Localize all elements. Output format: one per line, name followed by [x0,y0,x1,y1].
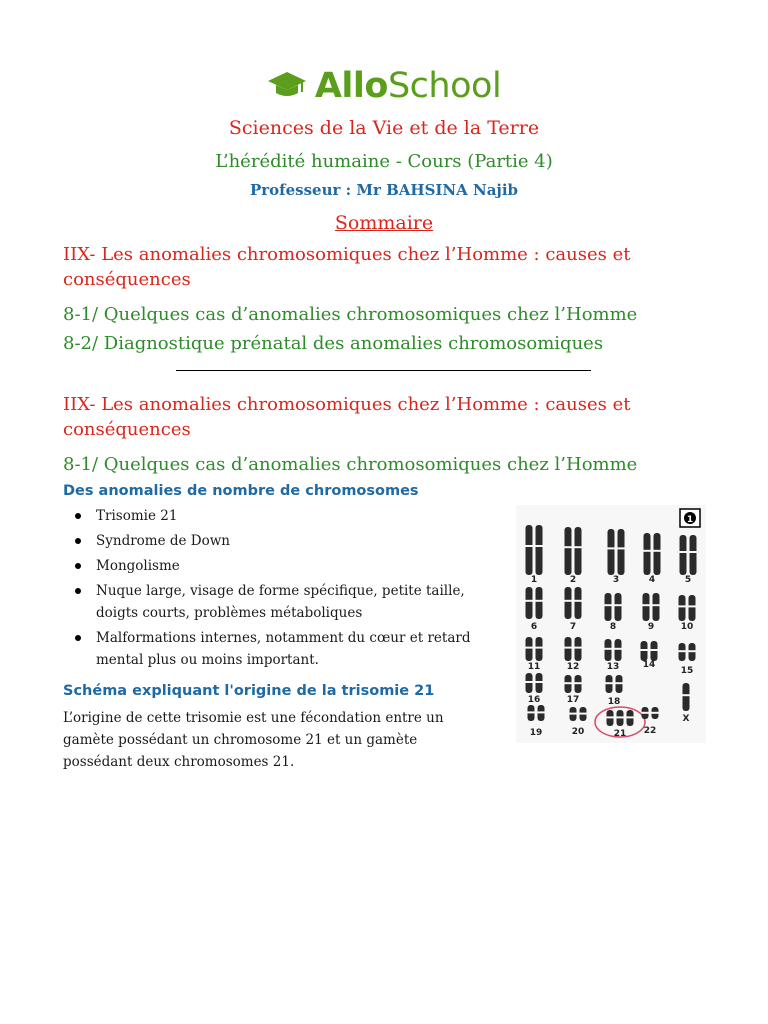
alloschool-logo [0,66,768,106]
centromere-band [575,682,582,684]
chromosome [526,637,533,661]
centromere-band [580,713,587,715]
centromere-band [526,681,533,683]
centromere-band [616,682,623,684]
centromere-band [565,600,572,602]
chromosome-label: 11 [527,662,541,672]
centromere-band [615,648,622,650]
list-item: Trisomie 21 [63,505,503,527]
chromosome-label: 5 [684,575,692,585]
summary-item-section: IIX- Les anomalies chromosomiques chez l’Homme : causes et conséquences [63,244,631,290]
chromosome-label: 1 [530,575,538,585]
centromere-band [538,711,545,713]
chromosome [615,593,622,621]
chromosome [679,595,686,621]
chromosome [689,595,696,621]
chromosome [653,593,660,621]
centromere-band [654,550,661,552]
symptom-list [63,505,503,674]
centromere-band [565,682,572,684]
chromosome-label: 9 [647,622,655,632]
chromosome [680,535,687,575]
centromere-band [536,681,543,683]
chromosome [565,587,572,619]
list-item: Mongolisme [63,555,503,577]
chromosome [536,637,543,661]
chromosome-label: 18 [607,697,621,707]
centromere-band [607,716,614,718]
centromere-band [643,604,650,606]
centromere-band [536,600,543,602]
centromere-band [680,551,687,553]
chromosome [605,593,612,621]
graduation-cap-icon [267,68,307,104]
divider [176,370,591,371]
chromosome-label: 20 [571,727,585,737]
list-item: Nuque large, visage de forme spécifique, petite taille, doigts courts, problèmes métaboliques [63,580,503,624]
karyotype-image [516,505,706,743]
chromosome-label: 4 [648,575,656,585]
centromere-band [615,604,622,606]
centromere-band [617,716,624,718]
chromosome-label: 15 [680,666,694,676]
centromere-band [642,712,649,714]
heading-origin-trisomy: Schéma expliquant l'origine de la trisomie 21 [63,683,435,699]
chromosome-label: 6 [530,622,538,632]
chromosome-label: 2 [569,575,577,585]
centromere-band [575,647,582,649]
chromosome [690,535,697,575]
list-item: Syndrome de Down [63,530,503,552]
chromosome [643,593,650,621]
chromosome [608,529,615,575]
centromere-band [679,650,686,652]
chromosome-label: 8 [609,622,617,632]
chromosome-label: 7 [569,622,577,632]
chromosome [644,533,651,575]
chromosome [615,639,622,661]
professor-name: Professeur : Mr BAHSINA Najib [249,181,519,199]
chromosome-label: 22 [643,726,657,736]
figure-badge-label: 1 [686,515,694,525]
list-item: Malformations internes, notamment du cœur et retard mental plus ou moins important. [63,627,503,671]
chromosome-label: 19 [529,728,543,738]
chromosome [575,527,582,575]
centromere-band [627,716,634,718]
chromosome [618,529,625,575]
chromosome [575,637,582,661]
heading-number-anomalies: Des anomalies de nombre de chromosomes [63,483,419,499]
origin-paragraph: L’origine de cette trisomie est une fécondation entre un gamète possédant un chromosome 21 et un gamète possédant deux chromosomes 21. [63,710,444,770]
chromosome [654,533,661,575]
centromere-band [683,694,690,696]
centromere-band [570,713,577,715]
summary-title: Sommaire [334,212,434,234]
chromosome [526,525,533,575]
chromosome-label: 17 [566,695,580,705]
centromere-band [651,649,658,651]
subsection-title: 8-1/ Quelques cas d’anomalies chromosomiques chez l’Homme [63,454,638,475]
centromere-band [536,545,543,547]
course-title: L’hérédité humaine - Cours (Partie 4) [215,151,553,172]
section-title: IIX- Les anomalies chromosomiques chez l’Homme : causes et conséquences [63,394,631,440]
centromere-band [690,551,697,553]
chromosome-label: 14 [642,660,656,670]
karyotype-figure [516,505,706,743]
chromosome-label: 10 [680,622,694,632]
chromosome-label: 16 [527,695,541,705]
centromere-band [575,546,582,548]
chromosome [565,637,572,661]
subject-title: Sciences de la Vie et de la Terre [228,117,540,139]
centromere-band [526,545,533,547]
centromere-band [526,600,533,602]
summary-item-8-1: 8-1/ Quelques cas d’anomalies chromosomiques chez l’Homme [63,304,638,325]
centromere-band [618,547,625,549]
chromosome [536,587,543,619]
centromere-band [526,647,533,649]
chromosome-label: 21 [613,729,627,739]
chromosome-label: 13 [606,662,620,672]
centromere-band [608,547,615,549]
chromosome [605,639,612,661]
chromosome [683,683,690,711]
centromere-band [536,647,543,649]
chromosome-label: 12 [566,662,580,672]
centromere-band [575,600,582,602]
centromere-band [679,605,686,607]
centromere-band [605,604,612,606]
centromere-band [652,712,659,714]
centromere-band [565,647,572,649]
chromosome-label: X [682,714,690,724]
centromere-band [689,605,696,607]
centromere-band [606,682,613,684]
logo-text: AlloSchool [314,66,502,106]
chromosome [565,527,572,575]
centromere-band [605,648,612,650]
centromere-band [565,546,572,548]
centromere-band [641,649,648,651]
chromosome [575,587,582,619]
chromosome-label: 3 [612,575,620,585]
centromere-band [644,550,651,552]
centromere-band [689,650,696,652]
chromosome [536,525,543,575]
centromere-band [528,711,535,713]
centromere-band [653,604,660,606]
chromosome [526,587,533,619]
summary-item-8-2: 8-2/ Diagnostique prénatal des anomalies chromosomiques [63,333,604,354]
